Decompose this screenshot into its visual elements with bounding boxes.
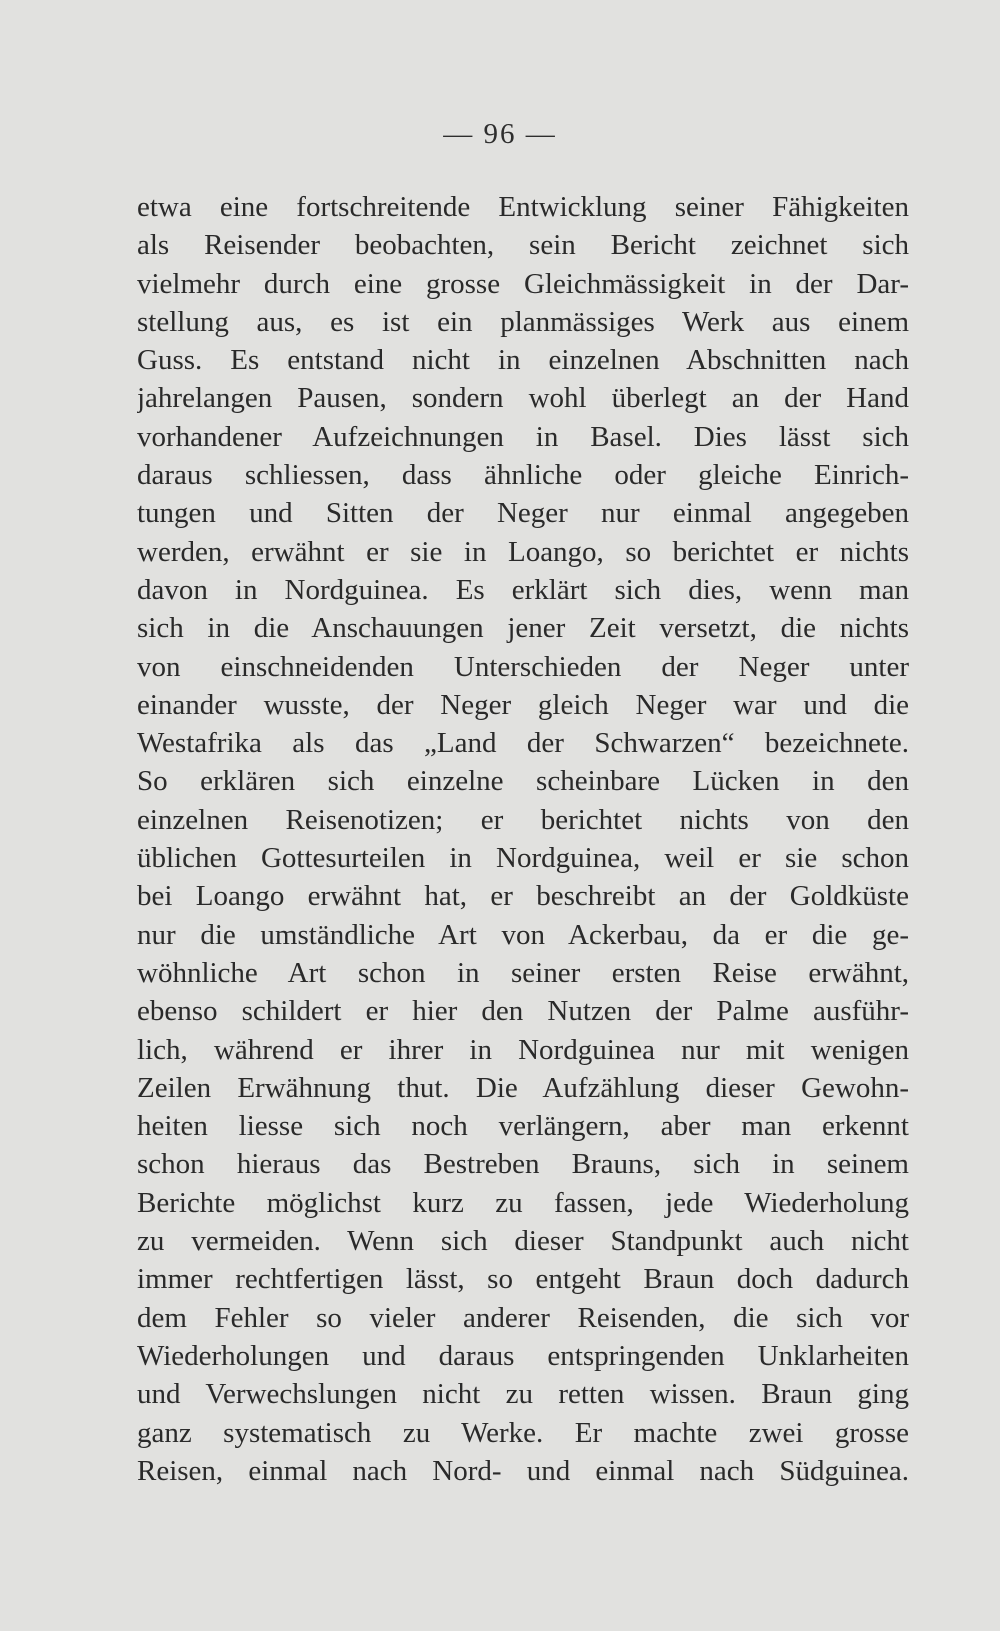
text-line: jahrelangen Pausen, sondern wohl überlegt an der Hand: [137, 382, 909, 415]
text-line: stellung aus, es ist ein planmässiges Werk aus einem: [137, 305, 909, 338]
text-line: Guss. Es entstand nicht in einzelnen Abschnitten nach: [137, 344, 909, 377]
page-number: — 96 —: [443, 118, 557, 150]
text-line: Zeilen Erwähnung thut. Die Aufzählung dieser Gewohn-: [137, 1071, 909, 1104]
text-line: einzelnen Reisenotizen; er berichtet nichts von den: [137, 803, 909, 836]
text-line: werden, erwähnt er sie in Loango, so berichtet er nichts: [137, 535, 909, 568]
text-line: vielmehr durch eine grosse Gleichmässigkeit in der Dar-: [137, 267, 909, 300]
text-line: daraus schliessen, dass ähnliche oder gleiche Einrich-: [137, 459, 909, 492]
text-line: ebenso schildert er hier den Nutzen der Palme ausführ-: [137, 995, 909, 1028]
text-line: nur die umständliche Art von Ackerbau, da er die ge-: [137, 918, 909, 951]
text-line: sich in die Anschauungen jener Zeit versetzt, die nichts: [137, 612, 909, 645]
text-line: tungen und Sitten der Neger nur einmal angegeben: [137, 497, 909, 530]
text-line: Wiederholungen und daraus entspringenden Unklarheiten: [137, 1339, 909, 1372]
text-line: schon hieraus das Bestreben Brauns, sich in seinem: [137, 1148, 909, 1181]
text-line: immer rechtfertigen lässt, so entgeht Braun doch dadurch: [137, 1263, 909, 1296]
text-line: heiten liesse sich noch verlängern, aber man erkennt: [137, 1110, 909, 1143]
text-line: zu vermeiden. Wenn sich dieser Standpunkt auch nicht: [137, 1225, 909, 1258]
text-line: lich, während er ihrer in Nordguinea nur mit wenigen: [137, 1033, 909, 1066]
body-text: [137, 188, 909, 1490]
text-line: Reisen, einmal nach Nord- und einmal nach Südguinea.: [137, 1454, 909, 1487]
text-line: vorhandener Aufzeichnungen in Basel. Dies lässt sich: [137, 420, 909, 453]
text-line: davon in Nordguinea. Es erklärt sich dies, wenn man: [137, 573, 909, 606]
text-line: und Verwechslungen nicht zu retten wissen. Braun ging: [137, 1378, 909, 1411]
text-line: wöhnliche Art schon in seiner ersten Reise erwähnt,: [137, 956, 909, 989]
text-line: Westafrika als das „Land der Schwarzen“ bezeichnete.: [137, 727, 909, 760]
text-line: üblichen Gottesurteilen in Nordguinea, weil er sie schon: [137, 842, 909, 875]
text-line: bei Loango erwähnt hat, er beschreibt an der Goldküste: [137, 880, 909, 913]
text-line: als Reisender beobachten, sein Bericht zeichnet sich: [137, 229, 909, 262]
text-line: von einschneidenden Unterschieden der Neger unter: [137, 650, 909, 683]
text-line: So erklären sich einzelne scheinbare Lücken in den: [137, 765, 909, 798]
text-line: einander wusste, der Neger gleich Neger war und die: [137, 688, 909, 721]
text-line: etwa eine fortschreitende Entwicklung seiner Fähigkeiten: [137, 191, 909, 223]
text-line: ganz systematisch zu Werke. Er machte zwei grosse: [137, 1416, 909, 1449]
text-line: Berichte möglichst kurz zu fassen, jede Wiederholung: [137, 1186, 909, 1219]
text-line: dem Fehler so vieler anderer Reisenden, die sich vor: [137, 1301, 909, 1334]
